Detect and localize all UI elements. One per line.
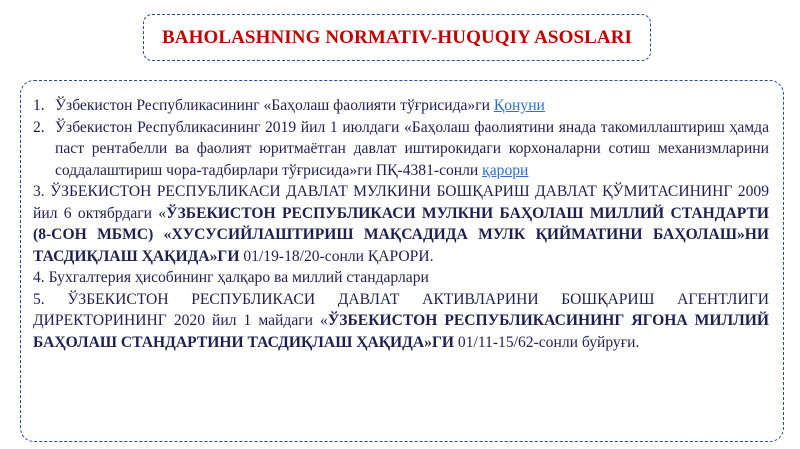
list-item-1: [33, 95, 769, 117]
page-title: BAHOLASHNING NORMATIV-HUQUQIY ASOSLARI: [161, 26, 633, 48]
list-item-text-body: 3. ЎЗБЕКИСТОН РЕСПУБЛИКАСИ ДАВЛАТ МУЛКИНИ БОШҚАРИШ ДАВЛАТ ҚЎМИТАСИНИНГ 2009 йил 6 октябрдаги «: [33, 183, 769, 222]
list-item-number: 1.: [33, 97, 45, 114]
law-link[interactable]: Қонуни: [493, 97, 545, 114]
list-item-text-body: Ўзбекистон Республикасининг 2019 йил 1 июлдаги «Баҳолаш фаолиятини янада такомиллаштириш ҳамда паст рентабелли ва фаолият юритмаётган давлат иштирокидаги корхоналарни сотиш механизмларини соддалаштириш чора-тадбирлари тўғрисида»ги ПҚ-4381-сонли: [55, 118, 769, 179]
title-box: [143, 14, 651, 61]
list-item-bold-title: ЎЗБЕКИСТОН РЕСПУБЛИКАСИ МУЛКНИ БАҲОЛАШ МИЛЛИЙ СТАНДАРТИ (8-СОН МБМС) «ХУСУСИЙЛАШТИРИШ МАҚСАДИДА МУЛК ҚИЙМАТИНИ БАҲОЛАШ»НИ ТАСДИҚЛАШ ҲАҚИДА»ГИ: [33, 204, 769, 265]
list-item-5: [33, 289, 769, 354]
list-item-text: [55, 95, 769, 117]
list-item-2: [33, 117, 769, 182]
list-item-bold-title: ЎЗБЕКИСТОН РЕСПУБЛИКАСИНИНГ ЯГОНА МИЛЛИЙ БАҲОЛАШ СТАНДАРТИНИ ТАСДИҚЛАШ ҲАҚИДА»ГИ: [33, 312, 769, 351]
list-item-text-tail: 01/11-15/62-сонли буйруғи.: [454, 333, 640, 351]
list-item-3: [33, 181, 769, 267]
list-item-text-body: Ўзбекистон Республикасининг «Баҳолаш фаолияти тўғрисида»ги: [55, 97, 494, 114]
list-item-text-body: 5. ЎЗБЕКИСТОН РЕСПУБЛИКАСИ ДАВЛАТ АКТИВЛАРИНИ БОШҚАРИШ АГЕНТЛИГИ ДИРЕКТОРИНИНГ 2020 йил 1 майдаги «: [33, 290, 769, 329]
content-box: [20, 80, 784, 442]
list-item-text-tail: 01/19-18/20-сонли ҚАРОРИ.: [239, 247, 434, 265]
decree-link[interactable]: қарори: [482, 161, 529, 179]
list-item-text: [55, 117, 769, 182]
list-item-number: 2.: [33, 118, 45, 136]
list-item-4: 4. Бухгалтерия ҳисобининг ҳалқаро ва миллий стандарлари: [33, 269, 429, 286]
